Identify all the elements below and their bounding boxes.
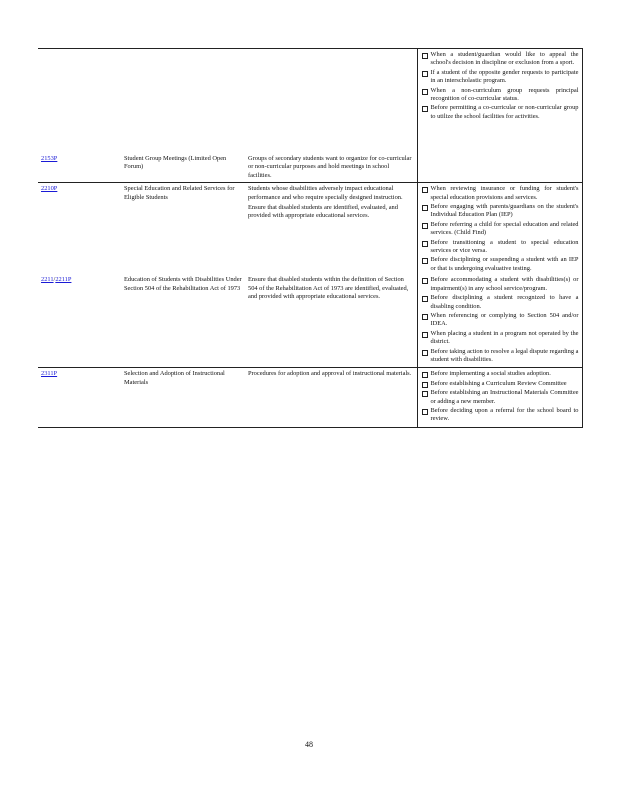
page-number: 48 — [305, 740, 313, 749]
list-item: When placing a student in a program not operated by the district. — [422, 330, 579, 347]
checkbox-bullet-icon — [422, 87, 431, 95]
list-item: Before engaging with parents/guardians on the student's Individual Education Plan (IEP) — [422, 203, 579, 220]
list-item: Before accommodating a student with disabilities(s) or impairment(s) in any school service/program. — [422, 276, 579, 293]
list-item: If a student of the opposite gender requests to participate in an interscholastic program. — [422, 69, 579, 86]
list-item: Before implementing a social studies adoption. — [422, 370, 579, 378]
checkbox-bullet-icon — [422, 348, 431, 356]
policy-title: Student Group Meetings (Limited Open Forum) — [124, 155, 227, 171]
policy-description: Groups of secondary students want to organize for co-curricular or non-curricular purposes and hold meetings in school facilities. — [248, 155, 412, 179]
list-item: Before permitting a co-curricular or non-curricular group to utilize the school facilities for activities. — [422, 104, 579, 121]
checkbox-bullet-icon — [422, 370, 431, 378]
table-row — [38, 183, 582, 277]
checkbox-bullet-icon — [422, 51, 431, 59]
notes-cell — [417, 276, 582, 368]
checkbox-bullet-icon — [422, 203, 431, 211]
list-item: When a non-curriculum group requests principal recognition of co-curricular status. — [422, 87, 579, 104]
title-cell — [121, 183, 245, 277]
policy-description: Students whose disabilities adversely impact educational performance and who require specially designed instruction. — [248, 185, 403, 201]
list-item: Before referring a child for special education and related services. (Child Find) — [422, 221, 579, 238]
checkbox-bullet-icon — [422, 294, 431, 302]
policy-cell — [38, 368, 121, 427]
list-item: When referencing or complying to Section 504 and/or IDEA. — [422, 312, 579, 329]
list-item: Before establishing an Instructional Materials Committee or adding a new member. — [422, 389, 579, 406]
policy-title: Selection and Adoption of Instructional Materials — [124, 370, 225, 386]
policy-title: Special Education and Related Services for Eligible Students — [124, 185, 235, 201]
list-item: When reviewing insurance or funding for student's special education provisions and services. — [422, 185, 579, 202]
checkbox-bullet-icon — [422, 312, 431, 320]
checkbox-bullet-icon — [422, 185, 431, 193]
notes-cell — [417, 49, 582, 183]
checkbox-bullet-icon — [422, 256, 431, 264]
title-cell — [121, 368, 245, 427]
list-item: Before deciding upon a referral for the school board to review. — [422, 407, 579, 424]
policy-cell — [38, 49, 121, 183]
notes-cell — [417, 368, 582, 427]
checkbox-bullet-icon — [422, 221, 431, 229]
policy-link[interactable]: 2153P — [41, 155, 58, 162]
policy-title: Education of Students with Disabilities Under Section 504 of the Rehabilitation Act of 1973 — [124, 276, 242, 292]
checkbox-bullet-icon — [422, 407, 431, 415]
title-cell — [121, 49, 245, 183]
policy-cell — [38, 276, 121, 368]
title-cell — [121, 276, 245, 368]
checkbox-bullet-icon — [422, 380, 431, 388]
list-item: Before disciplining or suspending a student with an IEP or that is undergoing evaluative testing. — [422, 256, 579, 273]
policy-link[interactable]: 2211 — [41, 276, 54, 284]
table-row — [38, 276, 582, 368]
list-item: Before transitioning a student to special education services or vice versa. — [422, 239, 579, 256]
notes-cell — [417, 183, 582, 277]
checkbox-bullet-icon — [422, 104, 431, 112]
policy-link[interactable]: 2211P — [55, 276, 72, 284]
policy-description: Ensure that disabled students within the definition of Section 504 of the Rehabilitation Act of 1973 are identified, evaluated, and provided with appropriate educational services. — [248, 276, 409, 301]
description-cell — [245, 276, 417, 368]
description-cell — [245, 49, 417, 183]
policy-description: Ensure that disabled students are identified, evaluated, and provided with appropriate educational services. — [248, 204, 398, 220]
checkbox-bullet-icon — [422, 330, 431, 338]
checkbox-bullet-icon — [422, 389, 431, 397]
checkbox-bullet-icon — [422, 276, 431, 284]
list-item: When a student/guardian would like to appeal the school's decision in discipline or exclusion from a sport. — [422, 51, 579, 68]
description-cell — [245, 183, 417, 277]
checkbox-bullet-icon — [422, 69, 431, 77]
policy-description: Procedures for adoption and approval of instructional materials. — [248, 370, 412, 378]
table-row — [38, 49, 582, 183]
policy-table — [38, 48, 583, 428]
description-cell — [245, 368, 417, 427]
checkbox-bullet-icon — [422, 239, 431, 247]
policy-separator: / — [53, 276, 56, 284]
list-item: Before disciplining a student recognized to have a disabling condition. — [422, 294, 579, 311]
policy-link[interactable]: 2311P — [41, 370, 58, 378]
policy-link[interactable]: 2210P — [41, 185, 58, 193]
policy-cell — [38, 183, 121, 277]
list-item: Before establishing a Curriculum Review Committee — [422, 380, 579, 388]
list-item: Before taking action to resolve a legal dispute regarding a student with disabilities. — [422, 348, 579, 365]
table-row — [38, 368, 582, 427]
